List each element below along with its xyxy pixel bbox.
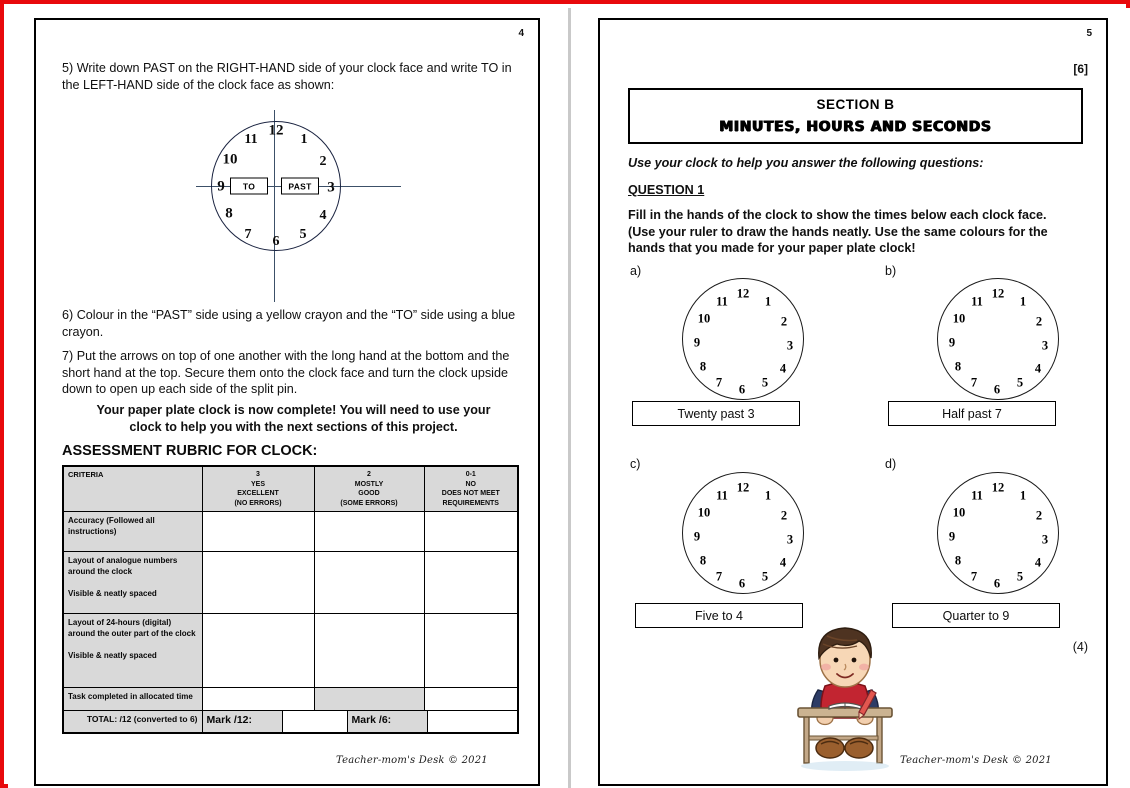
clock-face-c[interactable] — [682, 472, 804, 594]
clock-number-3: 3 — [327, 179, 335, 196]
clock-b-number-10: 10 — [952, 311, 966, 326]
rubric-cell-analogue-0-1[interactable] — [424, 552, 518, 614]
clock-b-number-11: 11 — [971, 294, 983, 309]
rubric-title: ASSESSMENT RUBRIC FOR CLOCK: — [62, 443, 318, 459]
rubric-cell-digital-3[interactable] — [202, 614, 314, 688]
page-sheet-4 — [34, 18, 540, 786]
clock-number-6: 6 — [272, 234, 280, 249]
rubric-header-level-3 — [202, 466, 314, 512]
clock-number-5: 5 — [299, 227, 307, 242]
level3-word2: EXCELLENT — [237, 490, 279, 497]
rubric-row-analogue-layout — [63, 552, 518, 614]
clock-face-a[interactable] — [682, 278, 804, 400]
clock-c-number-3: 3 — [786, 532, 794, 547]
past-label-box: PAST — [281, 178, 319, 195]
level01-score: 0-1 — [465, 471, 476, 478]
rubric-cell-accuracy-0-1[interactable] — [424, 512, 518, 552]
page-number-right: 5 — [1086, 28, 1092, 39]
level2-word2: GOOD — [358, 490, 380, 497]
clock-c-number-5: 5 — [761, 569, 769, 584]
clock-a-number-3: 3 — [786, 338, 794, 353]
footer-credit-left: Teacher-mom's Desk © 2021 — [336, 755, 488, 766]
clock-number-4: 4 — [319, 208, 327, 223]
rubric-row-accuracy — [63, 512, 518, 552]
paper-plate-clock-diagram — [186, 108, 406, 308]
completion-note: Your paper plate clock is now complete! You will need to use your clock to help you with the next sections of this project. — [96, 403, 491, 434]
clock-b-number-5: 5 — [1016, 375, 1024, 390]
clock-number-10: 10 — [222, 151, 238, 168]
to-label-box: TO — [230, 178, 268, 195]
clock-b-number-7: 7 — [970, 375, 978, 390]
rubric-criteria-digital-layout — [63, 614, 202, 688]
rubric-cell-analogue-3[interactable] — [202, 552, 314, 614]
clock-number-7: 7 — [244, 227, 252, 242]
section-intro-text: Use your clock to help you answer the following questions: — [628, 156, 984, 170]
question-1-instructions: Fill in the hands of the clock to show the times below each clock face. (Use your ruler to draw the hands neatly. Use the same colours for the hands that you made for your paper plate clock! — [628, 208, 1048, 255]
rubric-mark12-label: Mark /12: — [202, 711, 282, 733]
clock-a-number-12: 12 — [736, 286, 750, 301]
criteria-subtext: Visible & neatly spaced — [68, 589, 157, 598]
criteria-text: Layout of 24-hours (digital) around the outer part of the clock — [68, 618, 196, 638]
rubric-header-criteria — [63, 466, 202, 512]
answer-box-d[interactable]: Quarter to 9 — [892, 603, 1060, 628]
clock-c-number-8: 8 — [699, 553, 707, 568]
assessment-rubric-table — [62, 465, 519, 734]
clock-b-number-8: 8 — [954, 359, 962, 374]
section-b-subtitle: MINUTES, HOURS AND SECONDS — [719, 119, 992, 135]
clock-a-number-1: 1 — [764, 294, 772, 309]
section-b-header-box — [628, 88, 1083, 144]
clock-b-number-1: 1 — [1019, 294, 1027, 309]
clock-c-number-2: 2 — [780, 508, 788, 523]
clock-d-number-9: 9 — [948, 529, 956, 544]
criteria-text: Accuracy (Followed all instructions) — [68, 516, 155, 536]
item-b-label: b) — [885, 264, 897, 278]
section-marks-total: [6] — [1073, 62, 1088, 76]
clock-d-number-5: 5 — [1016, 569, 1024, 584]
clock-c-number-12: 12 — [736, 480, 750, 495]
step-6-text: 6) Colour in the “PAST” side using a yellow crayon and the “TO” side using a blue crayon. — [62, 308, 516, 339]
section-b-title: SECTION B — [816, 97, 895, 112]
clock-a-number-11: 11 — [716, 294, 728, 309]
footer-credit-right: Teacher-mom's Desk © 2021 — [900, 755, 1052, 766]
page-panel-left — [8, 8, 560, 788]
page-gutter-divider — [560, 8, 578, 788]
clock-face-d[interactable] — [937, 472, 1059, 594]
rubric-mark6-value-cell[interactable] — [427, 711, 518, 733]
clock-b-number-3: 3 — [1041, 338, 1049, 353]
clock-a-number-5: 5 — [761, 375, 769, 390]
criteria-text: Layout of analogue numbers around the clock — [68, 556, 178, 576]
clock-a-number-7: 7 — [715, 375, 723, 390]
level01-word3: REQUIREMENTS — [442, 499, 499, 507]
rubric-criteria-analogue-layout — [63, 552, 202, 614]
rubric-row-digital-layout — [63, 614, 518, 688]
rubric-total-label: TOTAL: /12 (converted to 6) — [63, 711, 202, 733]
criteria-subtext: Visible & neatly spaced — [68, 651, 157, 660]
clock-number-2: 2 — [319, 154, 327, 169]
clock-c-number-9: 9 — [693, 529, 701, 544]
item-a-label: a) — [630, 264, 642, 278]
clock-b-number-6: 6 — [993, 382, 1001, 397]
level01-word1: NO — [465, 480, 476, 488]
clock-c-number-7: 7 — [715, 569, 723, 584]
rubric-mark6-label: Mark /6: — [347, 711, 427, 733]
rubric-criteria-accuracy — [63, 512, 202, 552]
criteria-text: Task completed in allocated time — [68, 692, 193, 701]
worksheet-spread — [8, 8, 1130, 788]
level3-word1: YES — [250, 480, 265, 488]
clock-d-number-4: 4 — [1034, 555, 1042, 570]
rubric-mark12-value-cell[interactable] — [282, 711, 347, 733]
clock-number-12: 12 — [268, 122, 284, 139]
clock-number-1: 1 — [300, 132, 308, 147]
answer-box-b[interactable]: Half past 7 — [888, 401, 1056, 426]
clock-b-number-12: 12 — [991, 286, 1005, 301]
answer-box-c[interactable]: Five to 4 — [635, 603, 803, 628]
clock-c-number-6: 6 — [738, 576, 746, 591]
clock-d-number-11: 11 — [971, 488, 983, 503]
level3-score: 3 — [256, 471, 260, 478]
clock-a-number-8: 8 — [699, 359, 707, 374]
clock-a-number-9: 9 — [693, 335, 701, 350]
clock-d-number-1: 1 — [1019, 488, 1027, 503]
clock-d-number-12: 12 — [991, 480, 1005, 495]
item-c-label: c) — [630, 457, 641, 471]
clock-a-number-6: 6 — [738, 382, 746, 397]
clock-b-number-9: 9 — [948, 335, 956, 350]
step-5-text: 5) Write down PAST on the RIGHT-HAND side of your clock face and write TO in the LEFT-HAND side of the clock face as shown: — [62, 61, 512, 92]
clock-face-b[interactable] — [937, 278, 1059, 400]
page-sheet-5 — [598, 18, 1108, 786]
rubric-cell-digital-2[interactable] — [314, 614, 424, 688]
clock-d-number-3: 3 — [1041, 532, 1049, 547]
rubric-total-row-table — [62, 710, 519, 734]
level2-score: 2 — [367, 471, 371, 478]
clock-number-11: 11 — [244, 132, 258, 147]
clock-d-number-2: 2 — [1035, 508, 1043, 523]
rubric-total-row — [63, 711, 518, 733]
clock-d-number-10: 10 — [952, 505, 966, 520]
item-d-label: d) — [885, 457, 897, 471]
clock-d-number-8: 8 — [954, 553, 962, 568]
question-1-label: QUESTION 1 — [628, 183, 705, 197]
clock-b-number-4: 4 — [1034, 361, 1042, 376]
clock-a-number-4: 4 — [779, 361, 787, 376]
rubric-header-row — [63, 466, 518, 512]
level2-word3: (SOME ERRORS) — [340, 499, 398, 507]
rubric-cell-accuracy-2[interactable] — [314, 512, 424, 552]
rubric-header-criteria-text: CRITERIA — [68, 470, 104, 479]
answer-box-a[interactable]: Twenty past 3 — [632, 401, 800, 426]
clock-a-number-10: 10 — [697, 311, 711, 326]
level3-word3: (NO ERRORS) — [234, 499, 282, 507]
question-1-marks: (4) — [1072, 640, 1088, 654]
rubric-cell-accuracy-3[interactable] — [202, 512, 314, 552]
clock-d-number-6: 6 — [993, 576, 1001, 591]
clock-a-number-2: 2 — [780, 314, 788, 329]
clock-c-number-4: 4 — [779, 555, 787, 570]
level2-word1: MOSTLY — [354, 480, 384, 488]
clock-b-number-2: 2 — [1035, 314, 1043, 329]
step-7-text: 7) Put the arrows on top of one another with the long hand at the bottom and the short hand at the top. Secure them onto the clock face and turn the clock upside down to open up each side of the split pin. — [62, 349, 510, 396]
rubric-header-level-2 — [314, 466, 424, 512]
clock-d-number-7: 7 — [970, 569, 978, 584]
clock-c-number-1: 1 — [764, 488, 772, 503]
clock-number-8: 8 — [225, 205, 233, 222]
clock-c-number-11: 11 — [716, 488, 728, 503]
clock-number-9: 9 — [217, 178, 225, 195]
rubric-cell-digital-0-1[interactable] — [424, 614, 518, 688]
rubric-cell-analogue-2[interactable] — [314, 552, 424, 614]
level01-word2: DOES NOT MEET — [441, 490, 500, 497]
page-number-left: 4 — [518, 28, 524, 39]
clock-c-number-10: 10 — [697, 505, 711, 520]
page-panel-right — [578, 8, 1130, 788]
rubric-header-level-0-1 — [424, 466, 518, 512]
boy-writing-at-desk-illustration — [785, 620, 905, 775]
